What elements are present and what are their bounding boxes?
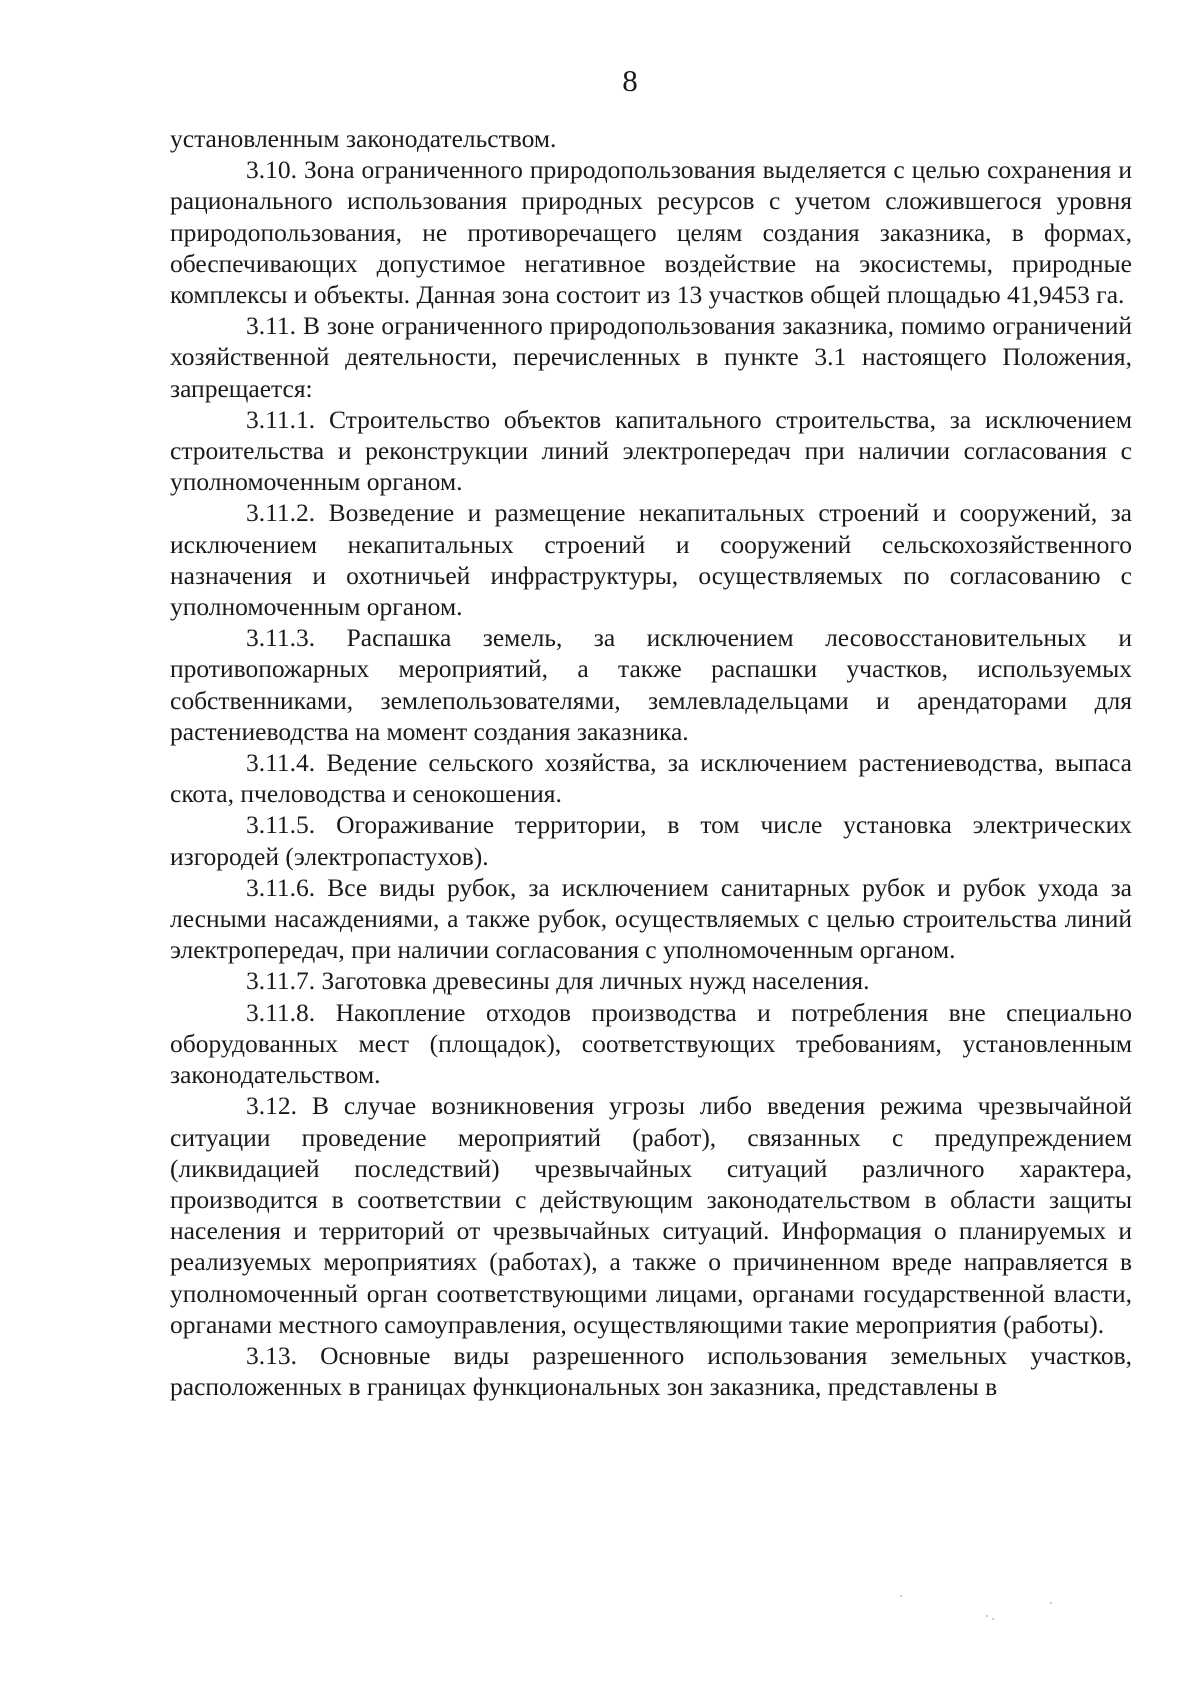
paragraph-3-11-5: 3.11.5. Огораживание территории, в том числе установка электрических изгородей (электропастухов). bbox=[170, 810, 1132, 871]
scan-artifact bbox=[986, 1615, 988, 1617]
paragraph-3-11: 3.11. В зоне ограниченного природопользования заказника, помимо ограничений хозяйственной деятельности, перечисленных в пункте 3.1 настоящего Положения, запрещается: bbox=[170, 311, 1132, 403]
scan-artifact bbox=[1050, 1602, 1052, 1604]
paragraph-3-11-4: 3.11.4. Ведение сельского хозяйства, за исключением растениеводства, выпаса скота, пчеловодства и сенокошения. bbox=[170, 748, 1132, 809]
paragraph-3-10: 3.10. Зона ограниченного природопользования выделяется с целью сохранения и рационального использования природных ресурсов с учетом сложившегося уровня природопользования, не противоречащего целям создания заказника, в формах, обеспечивающих допустимое негативное воздействие на экосистемы, природные комплексы и объекты. Данная зона состоит из 13 участков общей площадью 41,9453 га. bbox=[170, 155, 1132, 310]
paragraph-3-12: 3.12. В случае возникновения угрозы либо введения режима чрезвычайной ситуации проведение мероприятий (работ), связанных с предупреждением (ликвидацией последствий) чрезвычайных ситуаций различного характера, производится в соответствии с действующим законодательством в области защиты населения и территорий от чрезвычайных ситуаций. Информация о планируемых и реализуемых мероприятиях (работах), а также о причиненном вреде направляется в уполномоченный орган соответствующими лицами, органами государственной власти, органами местного самоуправления, осуществляющими такие мероприятия (работы). bbox=[170, 1091, 1132, 1339]
scan-artifact bbox=[992, 1618, 994, 1620]
paragraph-3-11-3: 3.11.3. Распашка земель, за исключением лесовосстановительных и противопожарных мероприятий, а также распашки участков, используемых собственниками, землепользователями, землевладельцами и арендаторами для растениеводства на момент создания заказника. bbox=[170, 623, 1132, 746]
page-number: 8 bbox=[622, 63, 638, 98]
paragraph-3-11-6: 3.11.6. Все виды рубок, за исключением санитарных рубок и рубок ухода за лесными насаждениями, а также рубок, осуществляемых с целью строительства линий электропередач, при наличии согласования с уполномоченным органом. bbox=[170, 872, 1132, 965]
paragraph-3-13: 3.13. Основные виды разрешенного использования земельных участков, расположенных в границах функциональных зон заказника, представлены в bbox=[170, 1340, 1132, 1402]
document-body bbox=[170, 123, 1132, 1402]
paragraph-3-11-7: 3.11.7. Заготовка древесины для личных нужд населения. bbox=[246, 966, 870, 996]
paragraph-continuation: установленным законодательством. bbox=[170, 124, 557, 153]
paragraph-3-11-2: 3.11.2. Возведение и размещение некапитальных строений и сооружений, за исключением некапитальных строений и сооружений сельскохозяйственного назначения и охотничьей инфраструктуры, осуществляемых по согласованию с уполномоченным органом. bbox=[170, 498, 1132, 622]
paragraph-3-11-8: 3.11.8. Накопление отходов производства и потребления вне специально оборудованных мест (площадок), соответствующих требованиям, установленным законодательством. bbox=[170, 997, 1132, 1090]
scan-artifact bbox=[900, 1595, 902, 1597]
paragraph-3-11-1: 3.11.1. Строительство объектов капитального строительства, за исключением строительства и реконструкции линий электропередач при наличии согласования с уполномоченным органом. bbox=[170, 404, 1132, 497]
